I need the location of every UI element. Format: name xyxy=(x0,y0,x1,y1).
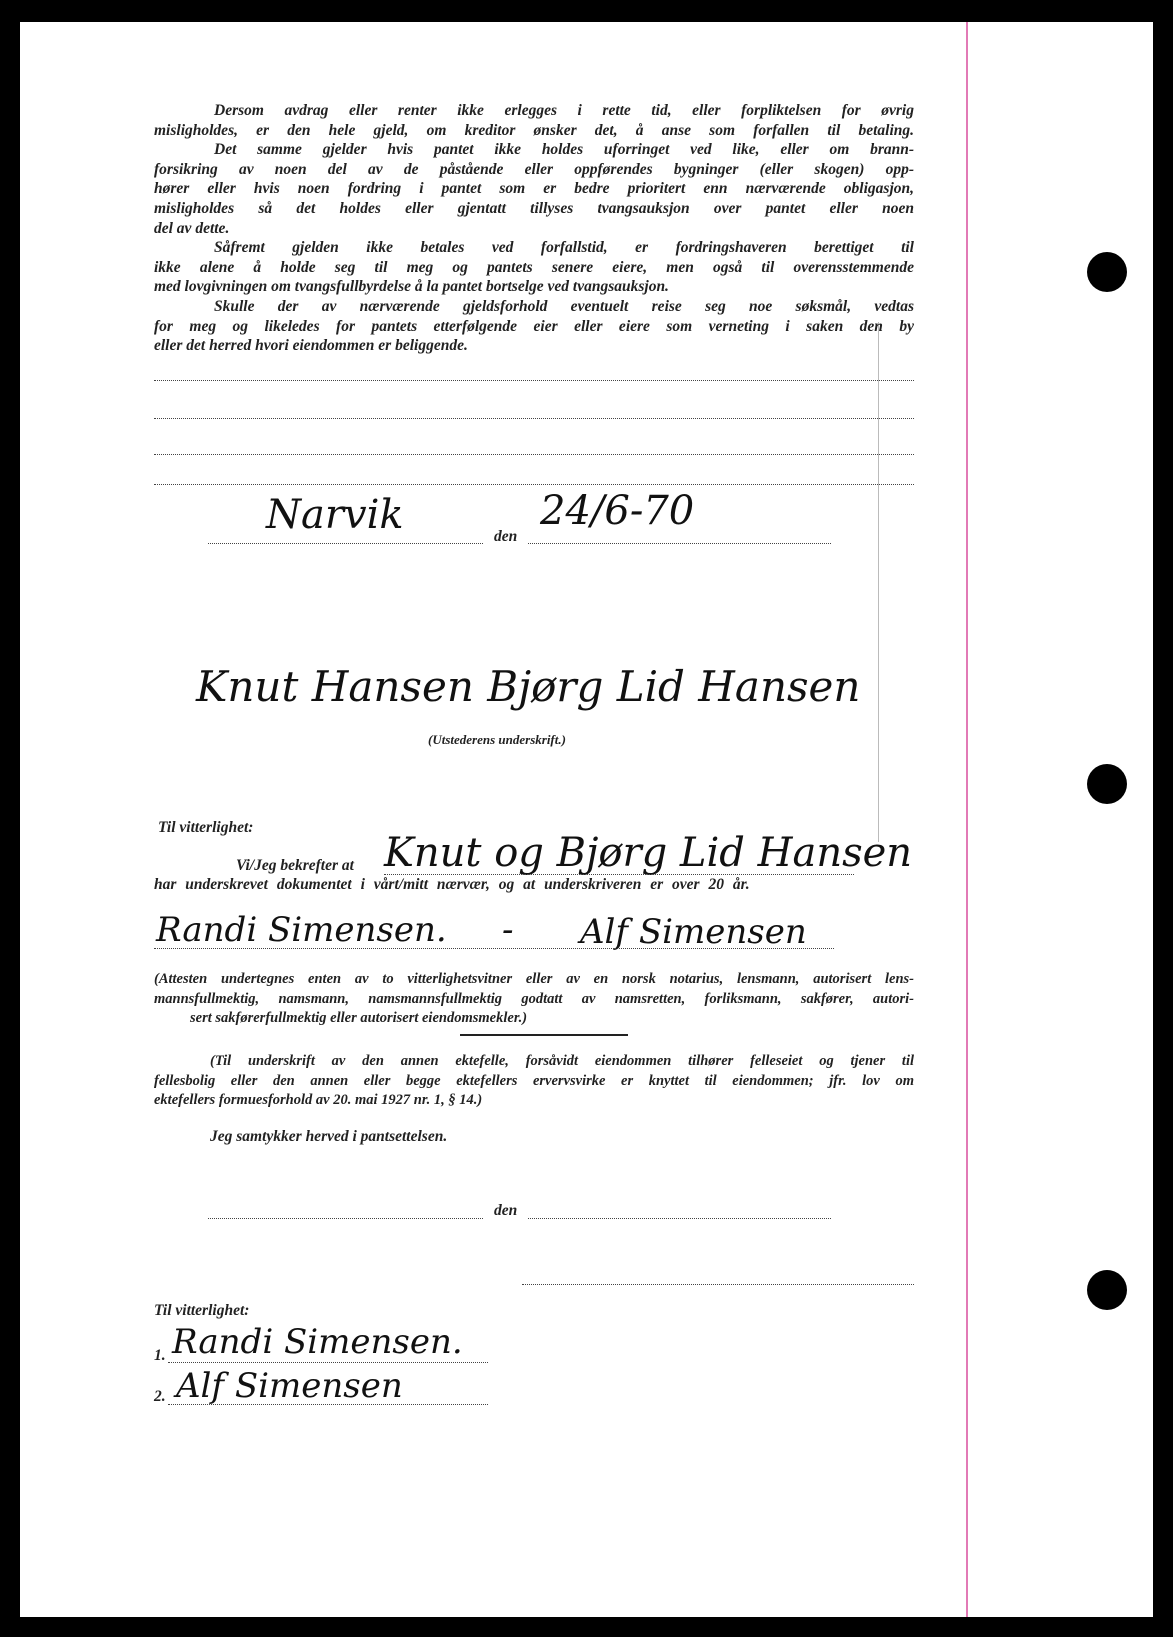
text-line: misligholdes, er den hele gjeld, om kreditor ønsker det, å anse som forfallen til betaling. xyxy=(154,121,914,139)
text-line: ikke alene å holde seg til meg og pantets senere eiere, men også til overensstemmende xyxy=(154,258,914,276)
witness-heading-2: Til vitterlighet: xyxy=(154,1302,250,1319)
faint-fold-line xyxy=(878,322,879,842)
text-line: Dersom avdrag eller renter ikke erlegges i rette tid, eller forpliktelsen for øvrig xyxy=(214,102,914,119)
witness-signature-1: Randi Simensen. xyxy=(156,910,447,950)
witness-number-2: 2. xyxy=(154,1388,166,1405)
terms-paragraph xyxy=(154,101,914,356)
text-line: misligholdes så det holdes eller gjentatt tillyses tvangsauksjon over pantet eller noen xyxy=(154,199,914,217)
witness-dash: - xyxy=(502,910,514,950)
text-line: hører eller hvis noen fordring i pantet som er bedre prioritert enn nærværende obligasjon, xyxy=(154,180,914,198)
place-line xyxy=(208,543,483,544)
punch-hole xyxy=(1087,1270,1127,1310)
place-handwritten: Narvik xyxy=(266,492,404,538)
den-label: den xyxy=(494,528,518,545)
note-line: ektefellers formuesforhold av 20. mai 1927 nr. 1, § 14.) xyxy=(154,1092,483,1108)
witness-heading: Til vitterlighet: xyxy=(158,819,254,836)
text-line: del av dette. xyxy=(154,219,230,237)
blank-line xyxy=(154,454,914,455)
blank-line xyxy=(154,380,914,381)
consent-text: Jeg samtykker herved i pantsettelsen. xyxy=(210,1128,448,1145)
text-line: for meg og likeledes for pantets etterfølgende eier eller eiere som verneting i saken den by xyxy=(154,317,914,335)
witness-line xyxy=(154,948,834,949)
date-handwritten: 24/6-70 xyxy=(540,488,695,534)
place-line-2 xyxy=(208,1218,483,1219)
witness-1-line xyxy=(168,1362,488,1363)
witness-2-line xyxy=(168,1404,488,1405)
date-line-2 xyxy=(528,1218,831,1219)
confirm-line xyxy=(384,874,854,875)
note-line: (Til underskrift av den annen ektefelle, forsåvidt eiendommen tilhører felleseiet og tjener til xyxy=(210,1053,914,1069)
text-line: med lovgivningen om tvangsfullbyrdelse å la pantet bortselge ved tvangsauksjon. xyxy=(154,278,669,296)
date-line xyxy=(528,543,831,544)
confirm-prefix: Vi/Jeg bekrefter at xyxy=(236,857,354,874)
blank-line xyxy=(154,484,914,485)
confirm-statement: har underskrevet dokumentet i vårt/mitt nærvær, og at underskriveren er over 20 år. xyxy=(154,876,750,893)
witness-1-signature: Randi Simensen. xyxy=(172,1322,463,1362)
divider xyxy=(460,1034,628,1036)
text-line: Såfremt gjelden ikke betales ved forfallstid, er fordringshaveren berettiget til xyxy=(214,239,914,257)
text-line: Skulle der av nærværende gjeldsforhold eventuelt reise seg noe søksmål, vedtas xyxy=(214,297,914,315)
blank-line xyxy=(154,418,914,419)
witness-2-signature: Alf Simensen xyxy=(176,1366,403,1406)
issuer-caption: (Utstederens underskrift.) xyxy=(428,732,566,747)
den-label-2: den xyxy=(494,1202,518,1219)
note-line: mannsfullmektig, namsmann, namsmannsfullmektig godtatt av namsretten, forliksmann, sakfører, autori- xyxy=(154,990,914,1007)
text-line: eller det herred hvori eiendommen er beliggende. xyxy=(154,337,468,355)
spouse-note xyxy=(154,1052,914,1111)
margin-line xyxy=(966,22,968,1617)
document-page xyxy=(20,22,1153,1617)
punch-hole xyxy=(1087,252,1127,292)
issuer-signatures: Knut Hansen Bjørg Lid Hansen xyxy=(196,662,861,711)
witness-signature-2: Alf Simensen xyxy=(580,912,807,952)
attest-note xyxy=(154,970,914,1029)
punch-hole xyxy=(1087,764,1127,804)
note-line: sert sakførerfullmektig eller autorisert eiendomsmekler.) xyxy=(190,1010,528,1026)
text-line: Det samme gjelder hvis pantet ikke holdes uforringet ved like, eller om brann- xyxy=(214,141,914,159)
text-line: forsikring av noen del av de påstående eller oppførendes bygninger (eller skogen) opp- xyxy=(154,160,914,178)
confirm-handwritten: Knut og Bjørg Lid Hansen xyxy=(384,830,913,876)
note-line: fellesbolig eller den annen eller begge ektefellers ervervsvirke er knyttet til eiendommen; jfr. lov om xyxy=(154,1072,914,1089)
spouse-signature-line xyxy=(522,1284,914,1285)
note-line: (Attesten undertegnes enten av to vitterlighetsvitner eller av en norsk notarius, lensmann, autorisert lens- xyxy=(154,971,914,987)
witness-number-1: 1. xyxy=(154,1347,166,1364)
